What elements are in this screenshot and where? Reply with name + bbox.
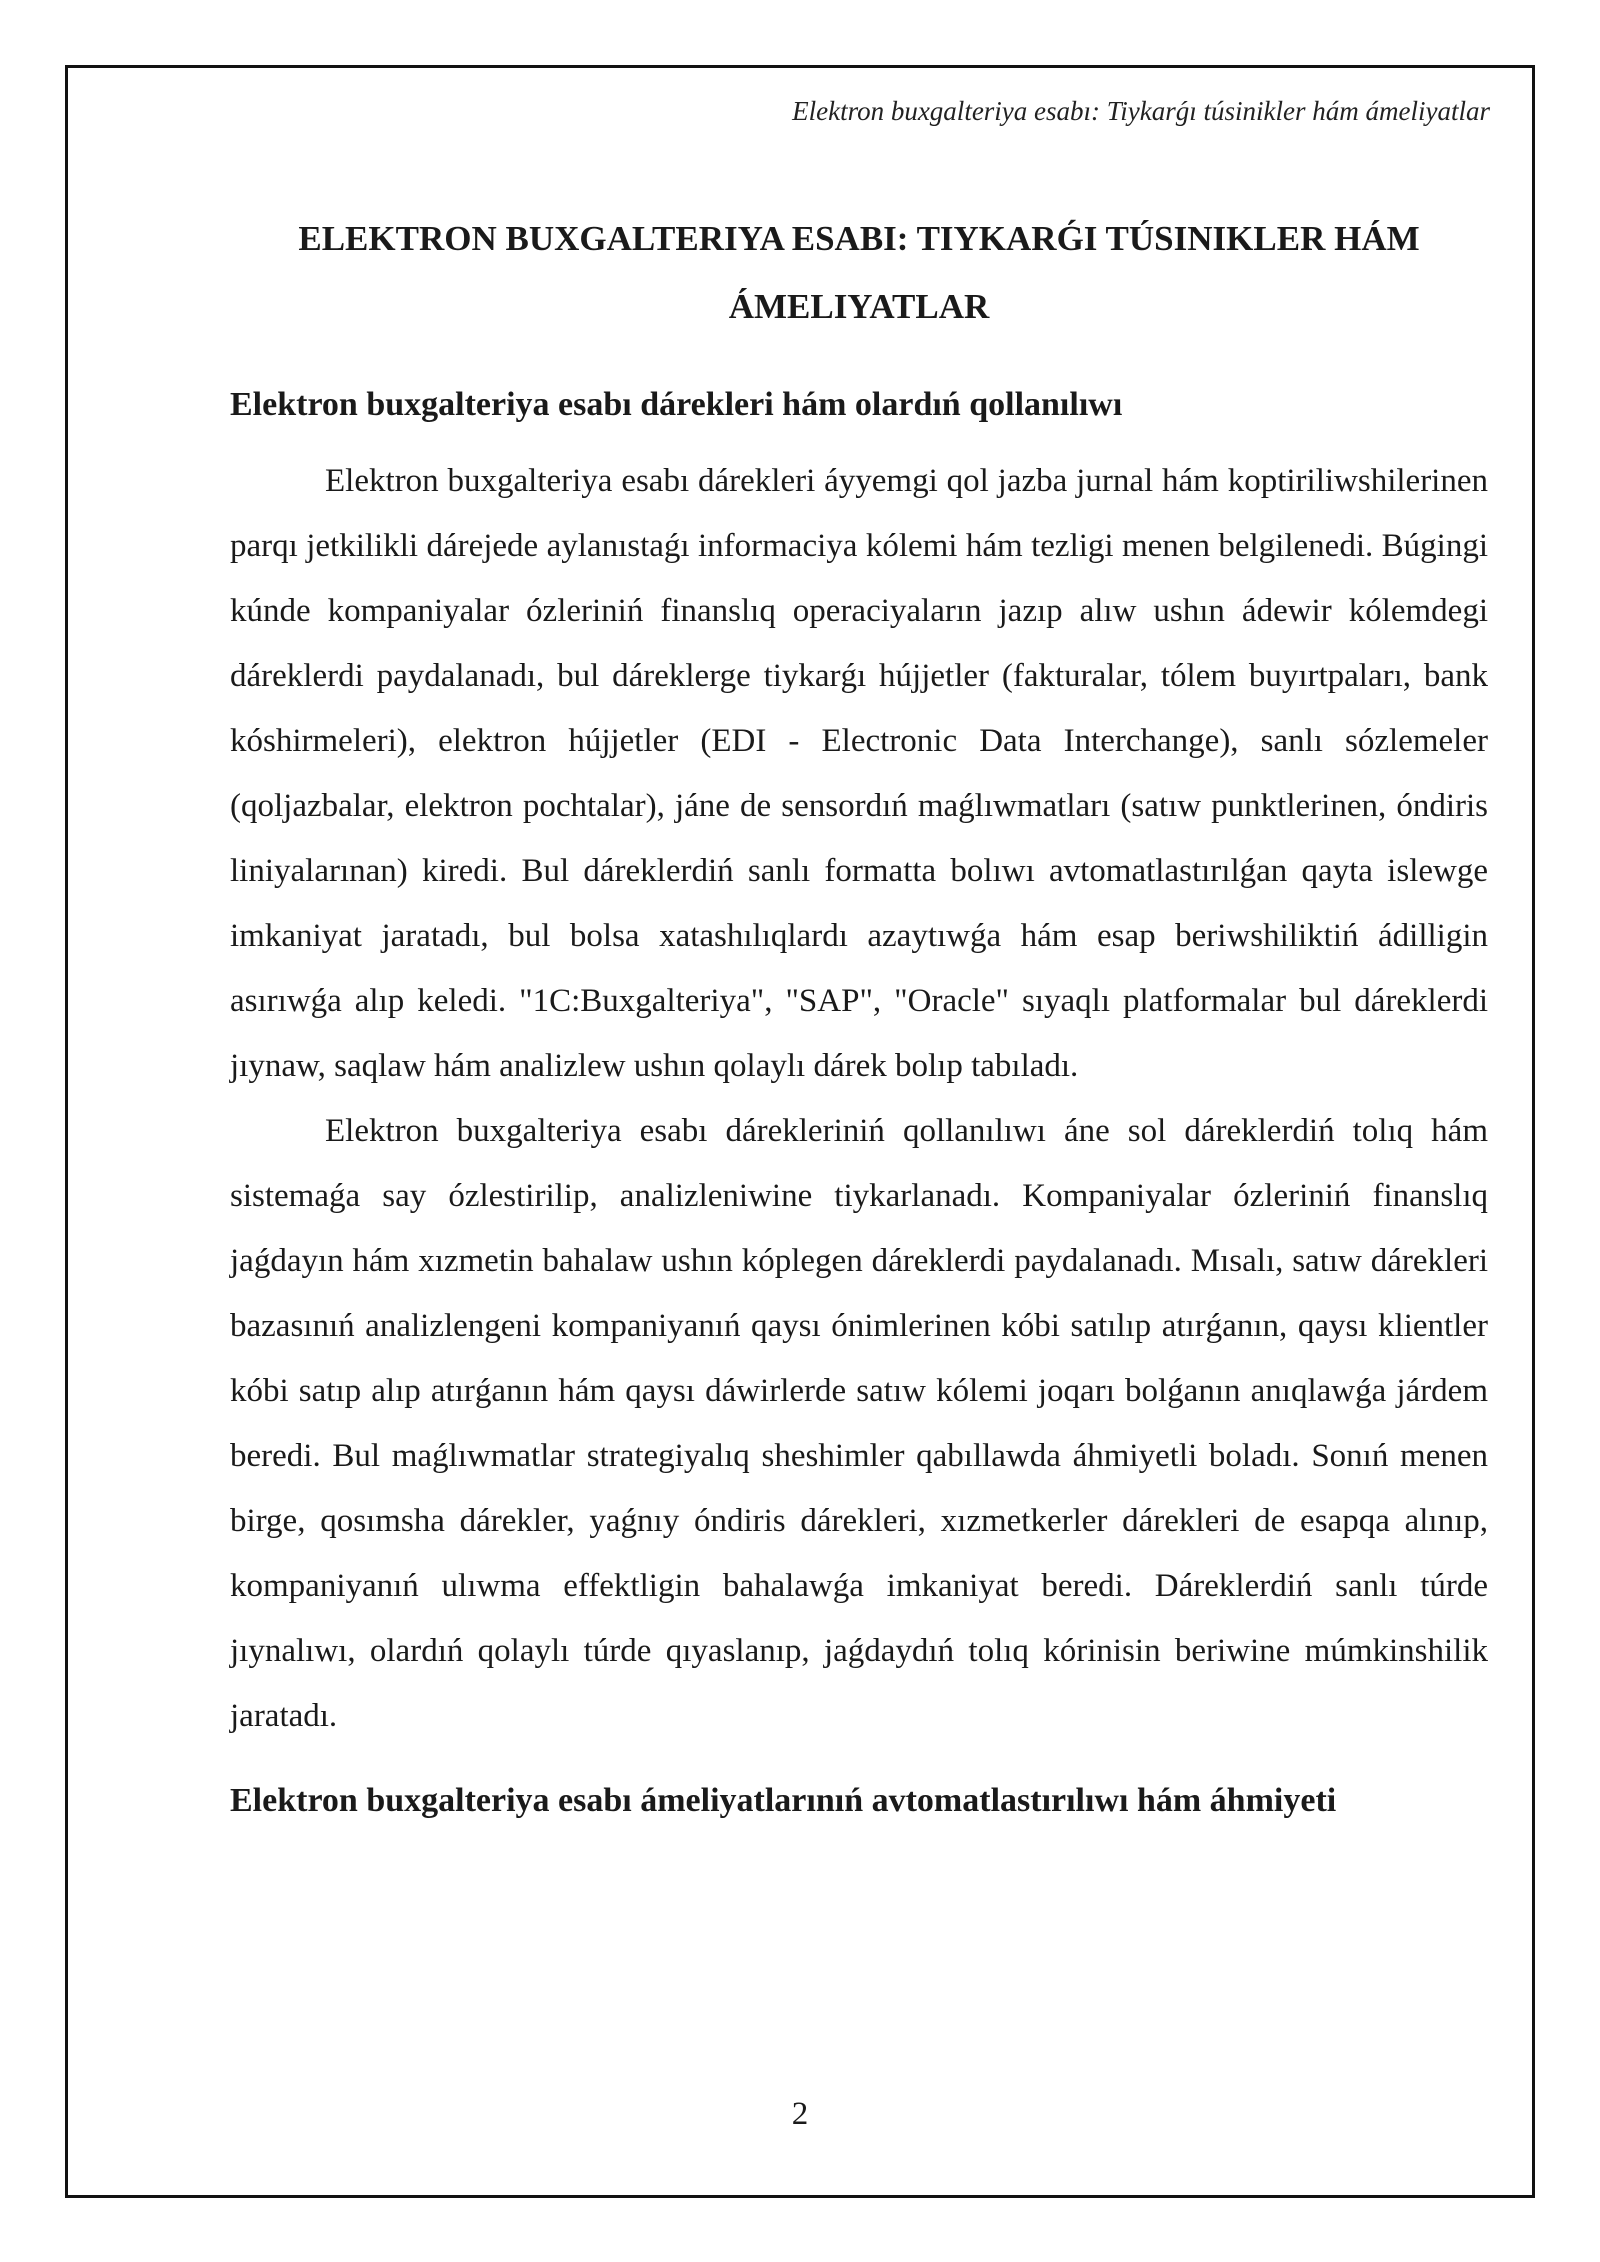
paragraph-sources-1: Elektron buxgalteriya esabı dárekleri áyyemgi qol jazba jurnal hám koptiriliwshilerinen parqı jetkilikli dárejede aylanıstaǵı informaciya kólemi hám tezligi menen belgilenedi. Búgingi kúnde kompaniyalar ózleriniń finanslıq operaciyaların jazıp alıw ushın ádewir kólemdegi dáreklerdi paydalanadı, bul dáreklerge tiykarǵı hújjetler (fakturalar, tólem buyırtpaları, bank kóshirmeleri), elektron hújjetler (EDI - Electronic Data Interchange), sanlı sózlemeler (qoljazbalar, elektron pochtalar), jáne de sensordıń maǵlıwmatları (satıw punktlerinen, óndiris liniyalarınan) kiredi. Bul dáreklerdiń sanlı formatta bolıwı avtomatlastırılǵan qayta islewge imkaniyat jaratadı, bul bolsa xatashılıqlardı azaytıwǵa hám esap beriwshiliktiń ádilligin asırıwǵa alıp keledi. "1C:Buxgalteriya", "SAP", "Oracle" sıyaqlı platformalar bul dáreklerdi jıynaw, saqlaw hám analizlew ushın qolaylı dárek bolıp tabıladı. (230, 463, 1488, 1084)
running-header: Elektron buxgalteriya esabı: Tiykarǵı túsinikler hám ámeliyatlar (792, 96, 1490, 126)
page-number: 2 (791, 2096, 809, 2132)
page-content (230, 205, 1488, 1823)
paragraph-sources-2: Elektron buxgalteriya esabı dárekleriniń qollanılıwı áne sol dáreklerdiń tolıq hám sistemaǵa say ózlestirilip, analizleniwine tiykarlanadı. Kompaniyalar ózleriniń finanslıq jaǵdayın hám xızmetin bahalaw ushın kóplegen dáreklerdi paydalanadı. Mısalı, satıw dárekleri bazasınıń analizlengeni kompaniyanıń qaysı ónimlerinen kóbi satılıp atırǵanın, qaysı klientler kóbi satıp alıp atırǵanın hám qaysı dáwirlerde satıw kólemi joqarı bolǵanın anıqlawǵa járdem beredi. Bul maǵlıwmatlar strategiyalıq sheshimler qabıllawda áhmiyetli boladı. Sonıń menen birge, qosımsha dárekler, yaǵnıy óndiris dárekleri, xızmetkerler dárekleri de esapqa alınıp, kompaniyanıń ulıwma effektligin bahalawǵa imkaniyat beredi. Dáreklerdiń sanlı túrde jıynalıwı, olardıń qolaylı túrde qıyaslanıp, jaǵdaydıń tolıq kórinisin beriwine múmkinshilik jaratadı. (230, 1113, 1488, 1734)
section-heading-sources: Elektron buxgalteriya esabı dárekleri hám olardıń qollanılıwı (230, 386, 1123, 423)
section-heading-automation: Elektron buxgalteriya esabı ámeliyatlarınıń avtomatlastırılıwı hám áhmiyeti (230, 1782, 1337, 1819)
document-title: ELEKTRON BUXGALTERIYA ESABI: TIYKARǴI TÚSINIKLER HÁM ÁMELIYATLAR (298, 219, 1420, 326)
